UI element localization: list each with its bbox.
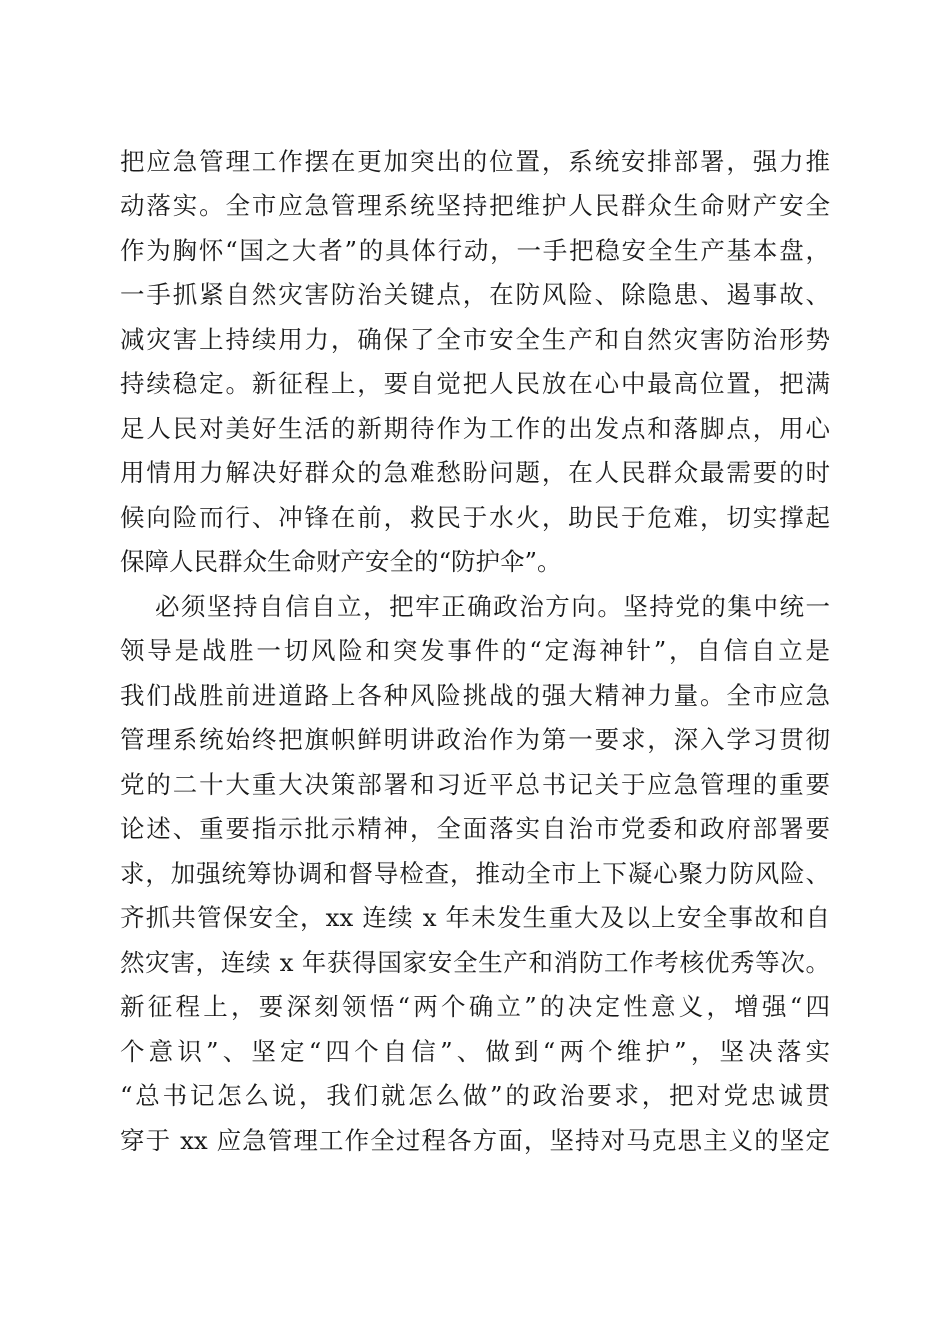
paragraph-2-line-11: 个意识”、坚定“四个自信”、做到“两个维护”，坚决落实	[120, 1037, 830, 1066]
paragraph-1-line-2: 动落实。全市应急管理系统坚持把维护人民群众生命财产安全	[120, 191, 830, 220]
paragraph-2-line-1: 必须坚持自信自立，把牢正确政治方向。坚持党的集中统一	[155, 592, 830, 621]
paragraph-2-line-7: 求，加强统筹协调和督导检查，推动全市上下凝心聚力防风险、	[120, 859, 830, 888]
paragraph-2-line-4: 管理系统始终把旗帜鲜明讲政治作为第一要求，深入学习贯彻	[120, 725, 830, 754]
paragraph-2-line-2: 领导是战胜一切风险和突发事件的“定海神针”，自信自立是	[120, 636, 830, 665]
paragraph-1-line-9: 候向险而行、冲锋在前，救民于水火，助民于危难，切实撑起	[120, 503, 830, 532]
paragraph-2-line-6: 论述、重要指示批示精神，全面落实自治市党委和政府部署要	[120, 814, 830, 843]
paragraph-2-line-9: 然灾害，连续 x 年获得国家安全生产和消防工作考核优秀等次。	[120, 948, 830, 977]
paragraph-2-line-5: 党的二十大重大决策部署和习近平总书记关于应急管理的重要	[120, 770, 830, 799]
paragraph-2-line-12: “总书记怎么说，我们就怎么做”的政治要求，把对党忠诚贯	[120, 1081, 830, 1110]
paragraph-1-line-1: 把应急管理工作摆在更加突出的位置，系统安排部署，强力推	[120, 147, 830, 176]
paragraph-2-line-13: 穿于 xx 应急管理工作全过程各方面，坚持对马克思主义的坚定	[120, 1126, 830, 1155]
paragraph-2-line-10: 新征程上，要深刻领悟“两个确立”的决定性意义，增强“四	[120, 992, 830, 1021]
paragraph-1-line-6: 持续稳定。新征程上，要自觉把人民放在心中最高位置，把满	[120, 369, 830, 398]
paragraph-1-line-7: 足人民对美好生活的新期待作为工作的出发点和落脚点，用心	[120, 414, 830, 443]
paragraph-1-line-5: 减灾害上持续用力，确保了全市安全生产和自然灾害防治形势	[120, 325, 830, 354]
paragraph-1-line-3: 作为胸怀“国之大者”的具体行动，一手把稳安全生产基本盘，	[120, 236, 830, 265]
paragraph-1-line-10: 保障人民群众生命财产安全的“防护伞”。	[120, 547, 562, 576]
paragraph-2-line-3: 我们战胜前进道路上各种风险挑战的强大精神力量。全市应急	[120, 681, 830, 710]
paragraph-2-line-8: 齐抓共管保安全，xx 连续 x 年未发生重大及以上安全事故和自	[120, 903, 830, 932]
paragraph-1-line-8: 用情用力解决好群众的急难愁盼问题，在人民群众最需要的时	[120, 458, 830, 487]
paragraph-1-line-4: 一手抓紧自然灾害防治关键点，在防风险、除隐患、遏事故、	[120, 280, 830, 309]
